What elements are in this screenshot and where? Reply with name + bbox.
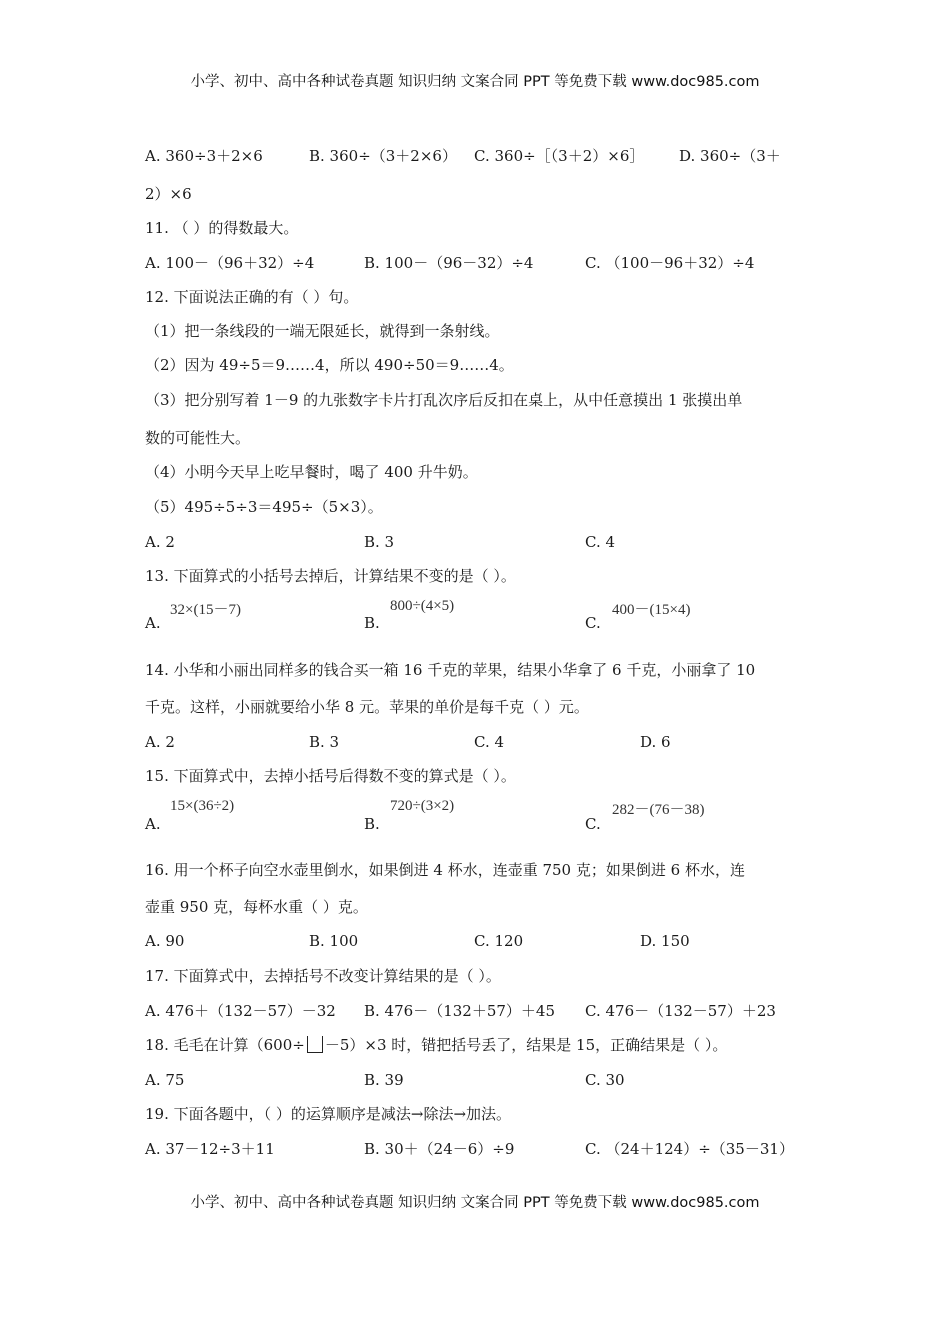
q14-stem-continued: 千克。这样，小丽就要给小华 8 元。苹果的单价是每千克（ ）元。 xyxy=(145,698,589,716)
q16-stem-continued: 壶重 950 克，每杯水重（ ）克。 xyxy=(145,898,368,916)
q14-option-c: C. 4 xyxy=(474,733,505,751)
q11-option-b: B. 100－（96－32）÷4 xyxy=(364,254,534,272)
q14-option-b: B. 3 xyxy=(309,733,340,751)
q10-option-a: A. 360÷3＋2×6 xyxy=(145,147,263,165)
page-header: 小学、初中、高中各种试卷真题 知识归纳 文案合同 PPT 等免费下载 www.doc985.com xyxy=(190,74,760,90)
q13-option-b: B. xyxy=(364,614,380,632)
q18-stem-end: －5）×3 时，错把括号丢了，结果是 15，正确结果是（ ）。 xyxy=(324,1036,728,1054)
q13-formula-a: 32×(15－7) xyxy=(170,602,241,618)
q16-option-b: B. 100 xyxy=(309,932,359,950)
q12-statement-5: （5）495÷5÷3＝495÷（5×3）。 xyxy=(145,498,383,516)
q12-option-c: C. 4 xyxy=(585,533,616,551)
q10-option-b: B. 360÷（3＋2×6） xyxy=(309,147,457,165)
q18-option-c: C. 30 xyxy=(585,1071,625,1089)
q18-stem xyxy=(145,1035,727,1055)
q10-option-d: D. 360÷（3＋ xyxy=(679,147,781,165)
q10-option-c: C. 360÷［（3＋2）×6］ xyxy=(474,147,645,165)
q15-formula-a: 15×(36÷2) xyxy=(170,798,235,814)
q13-option-a: A. xyxy=(145,614,161,632)
q12-statement-1: （1）把一条线段的一端无限延长，就得到一条射线。 xyxy=(145,322,500,340)
q11-option-a: A. 100－（96＋32）÷4 xyxy=(145,254,315,272)
q13-formula-c: 400－(15×4) xyxy=(612,602,691,618)
q16-option-c: C. 120 xyxy=(474,932,524,950)
q16-option-a: A. 90 xyxy=(145,932,185,950)
q15-formula-b: 720÷(3×2) xyxy=(390,798,455,814)
q14-stem: 14. 小华和小丽出同样多的钱合买一箱 16 千克的苹果，结果小华拿了 6 千克，小丽拿了 10 xyxy=(145,661,756,679)
q12-statement-2: （2）因为 49÷5＝9……4，所以 490÷50＝9……4。 xyxy=(145,356,514,374)
q18-option-a: A. 75 xyxy=(145,1071,185,1089)
q19-option-c: C. （24＋124）÷（35－31） xyxy=(585,1140,794,1158)
q19-option-b: B. 30＋（24－6）÷9 xyxy=(364,1140,515,1158)
q15-stem: 15. 下面算式中，去掉小括号后得数不变的算式是（ ）。 xyxy=(145,767,516,785)
q12-statement-4: （4）小明今天早上吃早餐时，喝了 400 升牛奶。 xyxy=(145,463,478,481)
page-footer: 小学、初中、高中各种试卷真题 知识归纳 文案合同 PPT 等免费下载 www.doc985.com xyxy=(190,1195,760,1211)
q17-option-b: B. 476－（132＋57）＋45 xyxy=(364,1002,555,1020)
q19-option-a: A. 37－12÷3＋11 xyxy=(145,1140,275,1158)
q10-option-d-continued: 2）×6 xyxy=(145,185,192,203)
q14-option-d: D. 6 xyxy=(640,733,671,751)
q12-option-b: B. 3 xyxy=(364,533,395,551)
q15-option-b: B. xyxy=(364,815,380,833)
q12-statement-3: （3）把分别写着 1－9 的九张数字卡片打乱次序后反扣在桌上，从中任意摸出 1 张摸出单 xyxy=(145,391,743,409)
q14-option-a: A. 2 xyxy=(145,733,175,751)
q13-option-c: C. xyxy=(585,614,601,632)
q15-option-a: A. xyxy=(145,815,161,833)
q17-option-a: A. 476＋（132－57）－32 xyxy=(145,1002,336,1020)
q18-option-b: B. 39 xyxy=(364,1071,404,1089)
blank-box xyxy=(307,1036,323,1053)
q12-statement-3-continued: 数的可能性大。 xyxy=(145,429,251,447)
q17-stem: 17. 下面算式中，去掉括号不改变计算结果的是（ ）。 xyxy=(145,967,501,985)
q13-formula-b: 800÷(4×5) xyxy=(390,598,455,614)
q18-stem-start: 18. 毛毛在计算（600÷ xyxy=(145,1036,305,1054)
q13-stem: 13. 下面算式的小括号去掉后，计算结果不变的是（ ）。 xyxy=(145,567,516,585)
q19-stem: 19. 下面各题中，（ ）的运算顺序是减法→除法→加法。 xyxy=(145,1105,512,1123)
q12-option-a: A. 2 xyxy=(145,533,175,551)
q11-option-c: C. （100－96＋32）÷4 xyxy=(585,254,755,272)
q15-option-c: C. xyxy=(585,815,601,833)
q16-option-d: D. 150 xyxy=(640,932,690,950)
q12-stem: 12. 下面说法正确的有（ ）句。 xyxy=(145,288,359,306)
q15-formula-c: 282－(76－38) xyxy=(612,802,705,818)
q17-option-c: C. 476－（132－57）＋23 xyxy=(585,1002,776,1020)
q16-stem: 16. 用一个杯子向空水壶里倒水，如果倒进 4 杯水，连壶重 750 克；如果倒进 6 杯水，连 xyxy=(145,861,745,879)
q11-stem: 11. （ ）的得数最大。 xyxy=(145,219,299,237)
